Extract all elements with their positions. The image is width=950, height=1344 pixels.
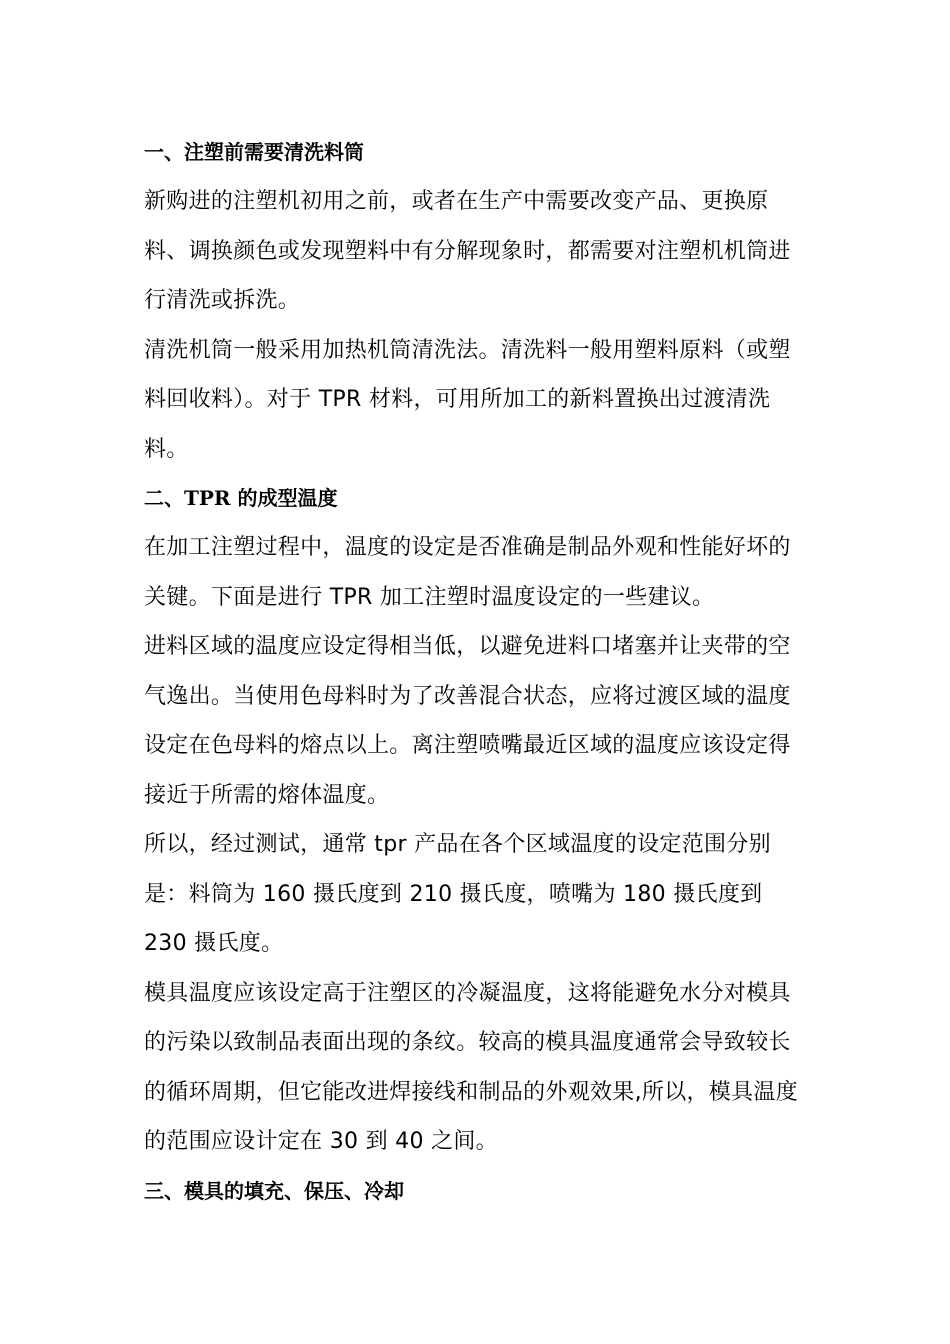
- section-2-paragraph-4: 模具温度应该设定高于注塑区的冷凝温度，这将能避免水分对模具的污染以致制品表面出现的条纹。较高的模具温度通常会导致较长的循环周期，但它能改进焊接线和制品的外观效果,所以，模具温度的范围应设计定在 30 到 40 之间。: [144, 980, 798, 1154]
- section-1-paragraph-2: 清洗机筒一般采用加热机筒清洗法。清洗料一般用塑料原料（或塑料回收料）。对于 TPR 材料，可用所加工的新料置换出过渡清洗料。: [144, 337, 791, 462]
- section-2-paragraph-3: 所以，经过测试，通常 tpr 产品在各个区域温度的设定范围分别是：料筒为 160 摄氏度到 210 摄氏度，喷嘴为 180 摄氏度到 230 摄氏度。: [144, 832, 771, 956]
- section-1-paragraph-1: 新购进的注塑机初用之前，或者在生产中需要改变产品、更换原料、调换颜色或发现塑料中有分解现象时，都需要对注塑机机筒进行清洗或拆洗。: [144, 189, 791, 313]
- document-page: [144, 128, 808, 1216]
- section-2-paragraph-1: 在加工注塑过程中，温度的设定是否准确是制品外观和性能好坏的关键。下面是进行 TPR 加工注塑时温度设定的一些建议。: [144, 535, 791, 610]
- section-2-paragraph-2: 进料区域的温度应设定得相当低，以避免进料口堵塞并让夹带的空气逸出。当使用色母料时为了改善混合状态，应将过渡区域的温度设定在色母料的熔点以上。离注塑喷嘴最近区域的温度应该设定得接近于所需的熔体温度。: [144, 634, 791, 808]
- section-3-heading: 三、模具的填充、保压、冷却: [144, 1178, 404, 1203]
- section-1-heading: 一、注塑前需要清洗料筒: [144, 140, 364, 164]
- section-2-heading: 二、TPR 的成型温度: [144, 486, 338, 510]
